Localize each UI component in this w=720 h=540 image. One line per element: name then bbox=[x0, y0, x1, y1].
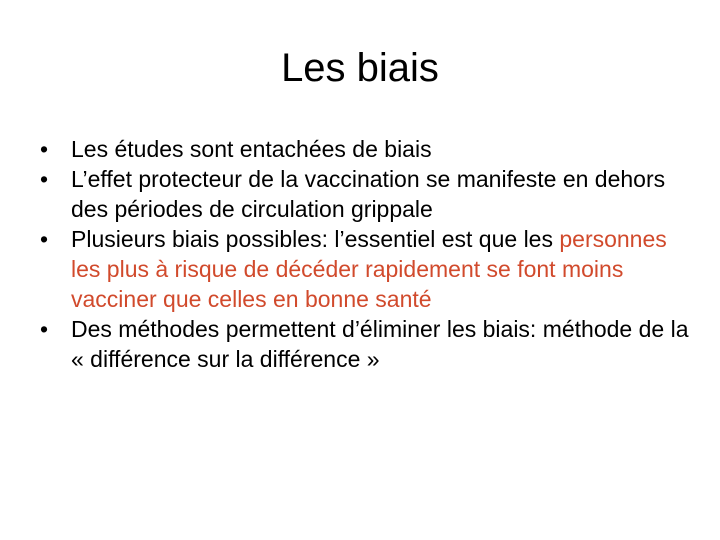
bullet-list bbox=[40, 134, 690, 374]
slide-title: Les biais bbox=[281, 46, 439, 90]
bullet-marker: • bbox=[40, 166, 49, 192]
bullet-text: Des méthodes permettent d’éliminer les biais: méthode de la « différence sur la différence » bbox=[71, 316, 689, 372]
bullet-item bbox=[40, 134, 690, 164]
bullet-item bbox=[40, 224, 690, 314]
bullet-marker: • bbox=[40, 136, 49, 162]
bullet-marker: • bbox=[40, 316, 49, 342]
bullet-highlight-text: personnes les plus à risque de décéder rapidement se font moins vacciner que celles en bonne santé bbox=[71, 226, 667, 312]
bullet-text: Les études sont entachées de biais bbox=[71, 136, 432, 162]
bullet-text: L’effet protecteur de la vaccination se manifeste en dehors des périodes de circulation grippale bbox=[71, 166, 666, 222]
bullet-text: Plusieurs biais possibles: l’essentiel est que les bbox=[71, 226, 560, 252]
bullet-item bbox=[40, 314, 690, 374]
bullet-marker: • bbox=[40, 226, 49, 252]
bullet-item bbox=[40, 164, 690, 224]
